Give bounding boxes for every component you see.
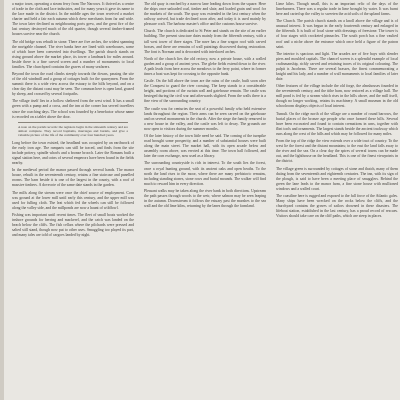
paragraph: The Church. The parish church stands on a knoll above the village and is of unusual interest. It was begun in the early fourteenth century and enlarged in the fifteenth. It is built of local stone with dressings of freestone. The tower is of four stages with crocketed pinnacles. The south porch has a fine vaulted roof and a niche above the entrance which once held a figure of the patron saint. — [276, 19, 398, 49]
paragraph: The castle was for centuries the seat of a powerful family who held extensive lands throughout the region. Their arms can be seen carved on the gatehouse and on several monuments in the church. After the siege the family removed to a new house in the valley, and the castle was left to decay. The grounds are now open to visitors during the summer months. — [144, 106, 266, 131]
paragraph: The village green is surrounded by cottages of stone and thatch, many of them dating from the seventeenth and eighteenth centuries. The inn, with its sign of the plough, is said to have been a meeting place of smugglers. Behind the green the lane leads to the manor farm, a fine stone house with mullioned windows and a walled court. — [276, 166, 398, 191]
paragraph: The interior is spacious and light. The arcades are of five bays with slender piers and moulded capitals. The chancel screen is a splendid example of local craftsmanship, richly carved and retaining traces of its original colouring. The pulpit is Jacobean. There are several brasses, the finest commemorating a knight and his lady, and a number of wall monuments to local families of later date. — [276, 51, 398, 82]
paragraph: Tumuli. On the ridge north of the village are a number of round barrows, the burial places of the bronze age people who once farmed these hills. Several have been excavated and found to contain cremations in urns, together with flint tools and ornaments. The largest stands beside the ancient trackway which runs along the crest of the hills and which may be followed for many miles. — [276, 111, 398, 136]
paragraph: Castle. On the hill above the town are the ruins of the castle, built soon after the Conquest to guard the river crossing. The keep stands to a considerable height, and portions of the curtain wall and gatehouse remain. The castle was besieged during the civil war and afterwards slighted. From the walls there is a fine view of the surrounding country. — [144, 79, 266, 104]
paragraph: a major town, operating a steam ferry from The Narrows. It thrived as a centre of trade in the cloth and lace industries, and for many years it gave its name to the lace made in the district. In the middle ages the town received a market charter and held a fair each autumn which drew merchants from far and wide. The town later declined as neighbouring ports grew, and the great fire of the last century destroyed much of the old quarter, though several timber-framed houses survive near the church. — [12, 2, 134, 37]
paragraph: North of the church lies the old rectory, now a private house, with a walled garden and a group of ancient yews. The glebe fields extend down to the river. A path leads from here across the meadows to the ferry point, where in former times a boat was kept for crossing to the opposite bank. — [144, 56, 266, 76]
paragraph: Beyond the town the road climbs steeply towards the downs, passing the site of the old windmill and a group of cottages built for the quarrymen. From the summit there is a wide view across the estuary to the hills beyond, and on a clear day the distant coast may be seen. The common here is open land, grazed by sheep, and crossed by several footpaths. — [12, 71, 134, 97]
paragraph: In the medieval period the manor passed through several hands. The manor house, rebuilt in the seventeenth century, retains a fine staircase and panelled rooms. The barn beside it is one of the largest in the county, with a roof of massive timbers. A dovecote of the same date stands in the garden. — [12, 168, 134, 188]
paragraph: From the top of the ridge the view extends over a wide tract of country. To the west lie the forest and the distant mountains; to the east the land falls away to the river and the sea. On a clear day the spires of several towns can be made out, and the lighthouse on the headland. This is one of the finest viewpoints in the district. — [276, 139, 398, 164]
paragraph: The surrounding countryside is rich in interest. To the south lies the forest, once a royal hunting ground, with its ancient oaks and open heaths. To the north the land rises to the moor, where there are many prehistoric remains, including standing stones, stone rows and burial mounds. The walker will find much to reward him in every direction. — [144, 161, 266, 186]
column-left — [12, 2, 134, 400]
paragraph: Other features of the village include the old forge, the almshouses founded in the seventeenth century, and the tithe barn, now restored as a village hall. The mill pond is fed by a stream which rises in the hills above, and the mill itself, though no longer working, retains its machinery. A small museum in the old schoolroom displays objects of local interest. — [276, 84, 398, 109]
column-right — [276, 2, 398, 400]
paragraph: Long before the town existed, the headland was occupied by an earthwork of the early iron age. The ramparts can still be traced, and finds from the site include pottery, spindle whorls and a bronze brooch. Later the Romans built a signal station here, and coins of several emperors have been found in the fields nearby. — [12, 140, 134, 165]
paragraph: The old bridge was rebuilt in stone. There are five arches, the widest spanning the navigable channel. The river banks here are lined with warehouses, some of which have been converted into dwellings. The parish church stands on rising ground above the market place, its tower a landmark for miles around. Inside there is a fine carved screen and a number of monuments to local families. The churchyard contains the graves of many seafarers. — [12, 39, 134, 69]
paragraph: Of the later history of the town little need be said. The coming of the turnpike road brought some prosperity, and a number of substantial houses were built along the main street. The market hall, with its open arcade below and assembly room above, was erected at this time. The town hall followed, and later the corn exchange, now used as a library. — [144, 134, 266, 159]
column-middle — [144, 2, 266, 400]
boxed-note: A note on the parish records: the registers begin in the sixteenth century and are almost complete. They record baptisms, marriages and burials, and give a valuable picture of the life of the community over four hundred years. — [18, 122, 128, 138]
paragraph: Lime kilns. Though small, this is an important relic of the days of the limeburners. There was a regular trade in lime brought by water. It was burnt here and carted up the valley to sweeten the acid soils of the upland farms. — [276, 2, 398, 17]
paragraph: The mills along the stream were once the chief source of employment. Corn was ground at the lower mill until early this century, and the upper mill was used for fulling cloth. The leat which fed the wheels can still be followed along the valley side, and the millponds are now a haunt of wildfowl. — [12, 190, 134, 210]
text-columns — [12, 0, 398, 400]
paragraph: The old quay is reached by a narrow lane leading down from the square. Here the ships once unloaded coal, timber and slate, and loaded grain and wool for the markets of the south. The quay was extended in the last century when the railway arrived, but trade declined soon after, and today it is used mainly by pleasure craft. The harbour master's office and the customs house survive. — [144, 2, 266, 27]
paragraph: The village itself lies in a hollow sheltered from the west wind. It has a small green with a pump and a cross, and the inn at the corner has served travellers since the coaching days. The school was founded by a benefactor whose name is recorded on a tablet above the door. — [12, 99, 134, 119]
paragraph: Fishing was important until recent times. The fleet of small boats worked the inshore grounds for herring and mackerel, and the catch was landed on the beach below the cliffs. The fish cellars where the pilchards were pressed and salted still stand, though now put to other uses. Smuggling too played its part, and many tales are told of cargoes landed by night. — [12, 212, 134, 238]
paragraph: Church. The church is dedicated to St Peter and stands on the site of an earlier building. The present structure dates mainly from the fifteenth century, with a tall west tower of three stages. The nave has a fine wagon roof with carved bosses, and there are remains of wall paintings discovered during restoration. The font is Norman and is decorated with interlaced arches. — [144, 29, 266, 54]
paragraph: The coastline here is rugged and exposed to the full force of the Atlantic gales. Many ships have been wrecked on the rocks below the cliffs, and the churchyard contains the graves of sailors drowned in these disasters. The lifeboat station, established in the last century, has a proud record of rescues. Visitors should take care on the cliff paths, which are steep in places. — [276, 193, 398, 219]
paragraph: Pleasant walks may be taken along the river bank in both directions. Upstream the path passes through woods to the weir, where salmon may be seen leaping in the autumn. Downstream it follows the estuary past the marshes to the sea wall and the old lime kilns, returning by the lanes through the farmland. — [144, 188, 266, 209]
